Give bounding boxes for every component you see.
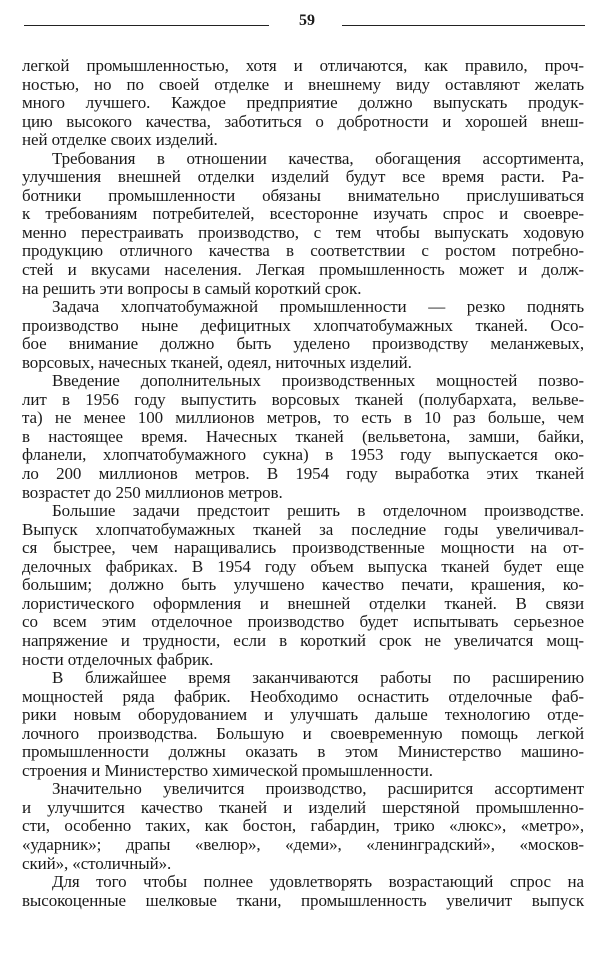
- text-line: цию высокого качества, заботиться о добротности и хорошей внеш-: [22, 111, 584, 131]
- paragraph: [22, 298, 584, 372]
- text-line: ности отделочных фабрик.: [22, 649, 214, 669]
- text-line: Выпуск хлопчатобумажных тканей за последние годы увеличивал-: [22, 519, 584, 539]
- text-line: продукцию отличного качества в соответствии с ростом потребно-: [22, 241, 584, 261]
- text-line: ло 200 миллионов метров. В 1954 году выработка этих тканей: [22, 464, 584, 484]
- text-line: «ударник»; драпы «велюр», «деми», «ленинградский», «москов-: [22, 834, 584, 854]
- text-line: ботники промышленности обязаны внимательно прислушиваться: [22, 185, 584, 205]
- text-line: и улучшится качество тканей и изделий шерстяной промышленно-: [22, 797, 584, 817]
- text-line: Введение дополнительных производственных мощностей позво-: [52, 371, 584, 391]
- header-rule-right: [342, 25, 585, 26]
- page-body: [22, 57, 584, 910]
- text-line: производство ныне дефицитных хлопчатобумажных тканей. Осо-: [22, 315, 584, 335]
- text-line: лористического оформления и внешней отделки тканей. В связи: [22, 593, 584, 613]
- text-line: Значительно увеличится производство, расширится ассортимент: [52, 779, 584, 799]
- text-line: возрастет до 250 миллионов метров.: [22, 482, 283, 502]
- text-line: ся быстрее, чем наращивались производственные мощности на от-: [22, 538, 584, 558]
- text-line: мощностей ряда фабрик. Необходимо оснастить отделочные фаб-: [22, 686, 584, 706]
- text-line: со всем этим отделочное производство будет испытывать серьезное: [22, 612, 584, 632]
- text-line: бое внимание должно быть уделено производству меланжевых,: [22, 334, 584, 354]
- paragraph: [22, 150, 584, 298]
- page-header: [22, 8, 584, 32]
- text-line: стей и вкусами населения. Легкая промышленность может и долж-: [22, 260, 584, 280]
- text-line: ворсовых, начесных тканей, одеял, ниточных изделий.: [22, 352, 412, 372]
- text-line: напряжение и трудности, если в короткий срок не увеличатся мощ-: [22, 630, 584, 650]
- text-line: Большие задачи предстоит решить в отделочном производстве.: [52, 501, 584, 521]
- text-line: к требованиям потребителей, всесторонне изучать спрос и своевре-: [22, 204, 584, 224]
- text-line: легкой промышленностью, хотя и отличаются, как правило, проч-: [22, 56, 584, 75]
- text-line: делочных фабриках. В 1954 году объем выпуска тканей будет еще: [22, 556, 584, 576]
- paragraph: [22, 502, 584, 669]
- text-line: Задача хлопчатобумажной промышленности — резко поднять: [52, 297, 584, 317]
- text-line: менно перестраивать производство, с тем чтобы выпускать ходовую: [22, 222, 584, 242]
- page-number: 59: [299, 12, 315, 29]
- text-line: ский», «столичный».: [22, 853, 172, 873]
- text-line: Требования в отношении качества, обогащения ассортимента,: [52, 148, 584, 168]
- paragraph: [22, 873, 584, 910]
- text-line: большим; должно быть улучшено качество печати, крашения, ко-: [22, 575, 584, 595]
- text-line: рики новым оборудованием и улучшать дальше технологию отде-: [22, 705, 584, 725]
- text-line: Для того чтобы полнее удовлетворять возрастающий спрос на: [52, 872, 584, 892]
- text-line: строения и Министерство химической промышленности.: [22, 760, 433, 780]
- paragraph: [22, 372, 584, 502]
- header-rule-left: [24, 25, 269, 26]
- text-line: промышленности должны оказать в этом Министерство машино-: [22, 742, 584, 762]
- text-line: фланели, хлопчатобумажного сукна) в 1953 году выпускается око-: [22, 445, 584, 465]
- paragraph: [22, 669, 584, 780]
- text-line: лит в 1956 году выпустить ворсовых тканей (полубархата, вельве-: [22, 389, 584, 409]
- text-line: на решить эти вопросы в самый короткий срок.: [22, 278, 362, 298]
- text-line: ностью, но по своей отделке и внешнему виду оставляют желать: [22, 74, 584, 94]
- text-line: высокоценные шелковые ткани, промышленность увеличит выпуск: [22, 890, 584, 910]
- paragraph: [22, 57, 584, 150]
- text-line: лочного производства. Большую и своевременную помощь легкой: [22, 723, 584, 743]
- text-line: в настоящее время. Начесных тканей (вельветона, замши, байки,: [22, 426, 584, 446]
- text-line: много лучшего. Каждое предприятие должно выпускать продук-: [22, 93, 584, 113]
- text-line: В ближайшее время заканчиваются работы по расширению: [52, 668, 584, 688]
- text-line: ней отделке своих изделий.: [22, 130, 218, 150]
- paragraph: [22, 780, 584, 873]
- text-line: сти, особенно таких, как бостон, габардин, трико «люкс», «метро»,: [22, 816, 584, 836]
- text-line: улучшения внешней отделки изделий будут все время расти. Ра-: [22, 167, 584, 187]
- text-line: та) не менее 100 миллионов метров, то есть в 10 раз больше, чем: [22, 408, 584, 428]
